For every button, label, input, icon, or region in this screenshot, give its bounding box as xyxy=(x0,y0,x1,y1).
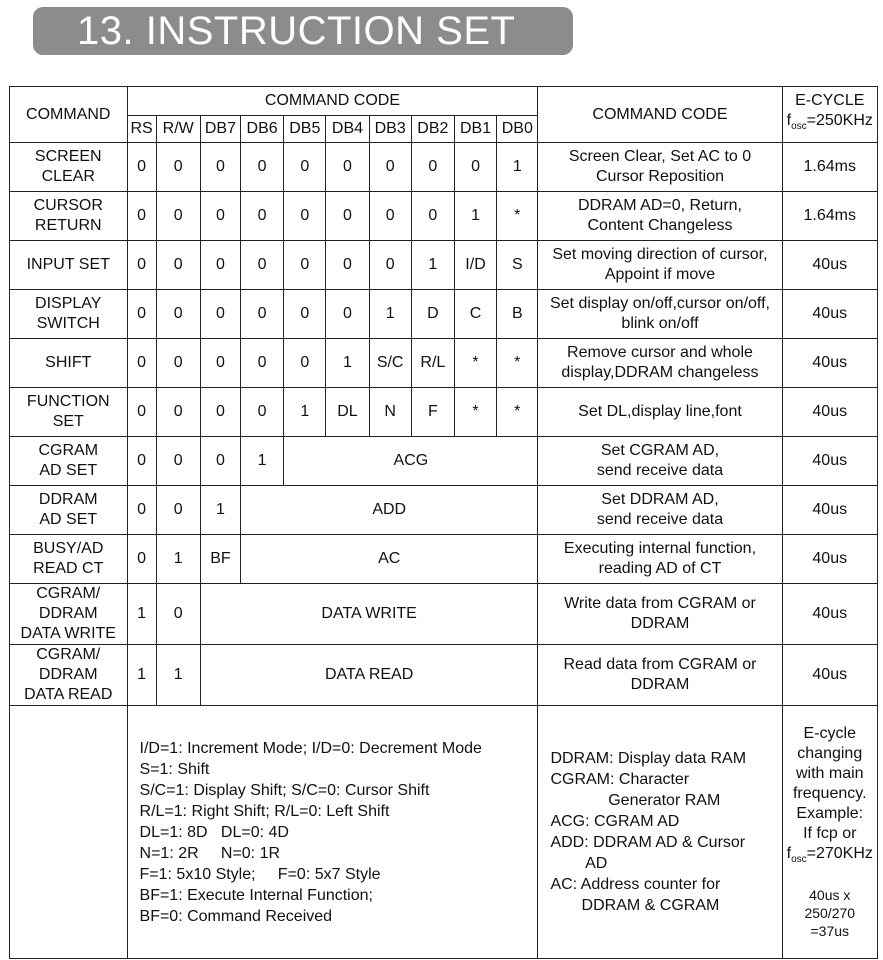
command-name: DDRAM AD SET xyxy=(10,486,128,535)
bit-value: 0 xyxy=(241,339,284,388)
bit-value: * xyxy=(497,339,538,388)
instruction-row xyxy=(10,437,878,486)
execution-time: 40us xyxy=(782,535,877,584)
execution-time: 40us xyxy=(782,290,877,339)
flag-legend-line: F=1: 5x10 Style; F=0: 5x7 Style xyxy=(139,865,381,883)
bit-value: 0 xyxy=(200,437,240,486)
bit-value: 1 xyxy=(411,241,454,290)
bit-value: 0 xyxy=(200,339,240,388)
bit-value: 0 xyxy=(241,290,284,339)
bit-value: 0 xyxy=(284,290,326,339)
bit-value: 1 xyxy=(200,486,240,535)
bit-value: 1 xyxy=(454,192,496,241)
abbreviation-line: Generator RAM xyxy=(550,792,721,809)
abbreviation-line: ADD: DDRAM AD & Cursor xyxy=(550,834,746,851)
bit-value: 0 xyxy=(156,437,200,486)
flag-legend xyxy=(127,706,538,959)
abbreviation-line: DDRAM & CGRAM xyxy=(550,897,720,914)
bit-value: 0 xyxy=(127,290,156,339)
bit-header-rs: RS xyxy=(127,116,156,143)
bit-value: 0 xyxy=(156,339,200,388)
bit-header-rw: R/W xyxy=(156,116,200,143)
bit-value: * xyxy=(497,388,538,437)
bit-value: S/C xyxy=(369,339,411,388)
command-name: CGRAM/ DDRAM DATA READ xyxy=(10,645,128,706)
bit-value: 0 xyxy=(284,192,326,241)
command-description: Screen Clear, Set AC to 0 Cursor Reposition xyxy=(538,143,782,192)
bit-value: 0 xyxy=(326,241,369,290)
bit-value: * xyxy=(454,339,496,388)
bit-value: N xyxy=(369,388,411,437)
abbreviation-line: AC: Address counter for xyxy=(550,876,721,893)
execution-time: 40us xyxy=(782,241,877,290)
command-name: SHIFT xyxy=(10,339,128,388)
command-name: CURSOR RETURN xyxy=(10,192,128,241)
flag-legend-line: DL=1: 8D DL=0: 4D xyxy=(139,823,289,841)
bit-field-span: AC xyxy=(241,535,538,584)
bit-value: 0 xyxy=(454,143,496,192)
bit-value: 0 xyxy=(326,290,369,339)
notes-row xyxy=(10,706,878,959)
bit-value: 1 xyxy=(156,645,200,706)
execution-time: 1.64ms xyxy=(782,143,877,192)
instruction-row xyxy=(10,486,878,535)
bit-value: 0 xyxy=(200,241,240,290)
bit-value: DL xyxy=(326,388,369,437)
bit-header-db3: DB3 xyxy=(369,116,411,143)
bit-value: 0 xyxy=(127,339,156,388)
execution-time: 40us xyxy=(782,388,877,437)
bit-value: 0 xyxy=(241,241,284,290)
command-name: CGRAM/ DDRAM DATA WRITE xyxy=(10,584,128,645)
ecycle-note xyxy=(782,706,877,959)
notes-blank-cell xyxy=(10,706,128,959)
ecycle-note-calc: 40us x 250/270 =37us xyxy=(804,887,856,940)
bit-value: 0 xyxy=(156,388,200,437)
bit-value: 0 xyxy=(156,192,200,241)
execution-time: 40us xyxy=(782,339,877,388)
command-description: Set moving direction of cursor, Appoint if move xyxy=(538,241,782,290)
bit-value: 0 xyxy=(156,241,200,290)
instruction-row xyxy=(10,241,878,290)
instruction-row xyxy=(10,645,878,706)
bit-value: 1 xyxy=(284,388,326,437)
bit-value: 0 xyxy=(127,535,156,584)
bit-field-span: DATA READ xyxy=(200,645,538,706)
command-name: BUSY/AD READ CT xyxy=(10,535,128,584)
flag-legend-line: R/L=1: Right Shift; R/L=0: Left Shift xyxy=(139,802,390,820)
ecycle-note-sub: osc xyxy=(791,854,807,866)
bit-value: 0 xyxy=(156,290,200,339)
command-name: SCREEN CLEAR xyxy=(10,143,128,192)
bit-value: C xyxy=(454,290,496,339)
command-name: FUNCTION SET xyxy=(10,388,128,437)
bit-value: 0 xyxy=(127,143,156,192)
bit-value: S xyxy=(497,241,538,290)
command-description: Set DL,display line,font xyxy=(538,388,782,437)
bit-header-db2: DB2 xyxy=(411,116,454,143)
instruction-row xyxy=(10,290,878,339)
header-command: COMMAND xyxy=(10,87,128,143)
flag-legend-line: BF=0: Command Received xyxy=(139,907,333,925)
abbreviation-legend xyxy=(538,706,782,959)
bit-header-db1: DB1 xyxy=(454,116,496,143)
header-ecycle xyxy=(782,87,877,143)
bit-value: * xyxy=(454,388,496,437)
abbreviation-line: CGRAM: Character xyxy=(550,771,690,788)
bit-value: 0 xyxy=(326,143,369,192)
bit-value: 0 xyxy=(127,486,156,535)
execution-time: 40us xyxy=(782,486,877,535)
bit-value: 0 xyxy=(369,192,411,241)
flag-legend-line: S/C=1: Display Shift; S/C=0: Cursor Shift xyxy=(139,781,430,799)
abbreviation-line: ACG: CGRAM AD xyxy=(550,813,680,830)
command-description: Remove cursor and whole display,DDRAM changeless xyxy=(538,339,782,388)
bit-value: 0 xyxy=(284,241,326,290)
bit-value: 0 xyxy=(200,388,240,437)
bit-header-db5: DB5 xyxy=(284,116,326,143)
flag-legend-line: S=1: Shift xyxy=(139,760,210,778)
bit-value: 0 xyxy=(241,143,284,192)
bit-value: 1 xyxy=(241,437,284,486)
command-description: DDRAM AD=0, Return, Content Changeless xyxy=(538,192,782,241)
bit-header-db7: DB7 xyxy=(200,116,240,143)
command-description: Executing internal function, reading AD of CT xyxy=(538,535,782,584)
bit-value: 0 xyxy=(369,143,411,192)
bit-value: 1 xyxy=(326,339,369,388)
bit-header-db6: DB6 xyxy=(241,116,284,143)
ecycle-note-value: =270KHz xyxy=(806,844,873,862)
bit-value: 1 xyxy=(127,645,156,706)
command-name: INPUT SET xyxy=(10,241,128,290)
bit-value: 0 xyxy=(241,388,284,437)
bit-value: 0 xyxy=(241,192,284,241)
instruction-row xyxy=(10,584,878,645)
instruction-row xyxy=(10,192,878,241)
bit-value: 0 xyxy=(200,290,240,339)
bit-value: 0 xyxy=(127,192,156,241)
command-name: DISPLAY SWITCH xyxy=(10,290,128,339)
command-description: Read data from CGRAM or DDRAM xyxy=(538,645,782,706)
bit-value: 0 xyxy=(127,241,156,290)
flag-legend-line: N=1: 2R N=0: 1R xyxy=(139,844,281,862)
ecycle-sub: osc xyxy=(791,121,807,133)
instruction-row xyxy=(10,388,878,437)
bit-value: 0 xyxy=(326,192,369,241)
ecycle-note-f: f xyxy=(786,844,792,862)
instruction-row xyxy=(10,535,878,584)
bit-value: 0 xyxy=(284,143,326,192)
bit-value: * xyxy=(497,192,538,241)
header-command-code: COMMAND CODE xyxy=(127,87,538,116)
bit-value: 0 xyxy=(369,241,411,290)
bit-value: 0 xyxy=(284,339,326,388)
ecycle-note-text: E-cycle changing with main frequency. Example: If fcp or xyxy=(792,724,867,842)
bit-value: 0 xyxy=(127,388,156,437)
instruction-set-table xyxy=(9,86,878,959)
command-description: Set CGRAM AD, send receive data xyxy=(538,437,782,486)
bit-field-span: DATA WRITE xyxy=(200,584,538,645)
bit-field-span: ADD xyxy=(241,486,538,535)
bit-value: 0 xyxy=(200,143,240,192)
bit-value: 1 xyxy=(497,143,538,192)
execution-time: 1.64ms xyxy=(782,192,877,241)
bit-value: F xyxy=(411,388,454,437)
page-title: 13. INSTRUCTION SET xyxy=(33,7,573,55)
abbreviation-line: DDRAM: Display data RAM xyxy=(550,750,747,767)
bit-value: BF xyxy=(200,535,240,584)
bit-value: B xyxy=(497,290,538,339)
bit-value: I/D xyxy=(454,241,496,290)
flag-legend-line: BF=1: Execute Internal Function; xyxy=(139,886,373,904)
flag-legend-line: I/D=1: Increment Mode; I/D=0: Decrement Mode xyxy=(139,739,482,757)
bit-value: 0 xyxy=(411,143,454,192)
ecycle-f: f xyxy=(786,112,792,130)
bit-value: 1 xyxy=(127,584,156,645)
bit-value: 0 xyxy=(156,584,200,645)
bit-value: 1 xyxy=(156,535,200,584)
bit-field-span: ACG xyxy=(284,437,538,486)
execution-time: 40us xyxy=(782,437,877,486)
command-description: Write data from CGRAM or DDRAM xyxy=(538,584,782,645)
bit-header-db4: DB4 xyxy=(326,116,369,143)
instruction-row xyxy=(10,143,878,192)
command-description: Set display on/off,cursor on/off, blink on/off xyxy=(538,290,782,339)
execution-time: 40us xyxy=(782,584,877,645)
bit-value: 0 xyxy=(156,143,200,192)
bit-value: 0 xyxy=(156,486,200,535)
bit-value: 1 xyxy=(369,290,411,339)
ecycle-value: =250KHz xyxy=(806,112,873,130)
bit-value: 0 xyxy=(127,437,156,486)
bit-header-db0: DB0 xyxy=(497,116,538,143)
ecycle-label: E-CYCLE xyxy=(795,92,865,110)
command-name: CGRAM AD SET xyxy=(10,437,128,486)
bit-value: 0 xyxy=(200,192,240,241)
header-description: COMMAND CODE xyxy=(538,87,782,143)
execution-time: 40us xyxy=(782,645,877,706)
bit-value: R/L xyxy=(411,339,454,388)
instruction-row xyxy=(10,339,878,388)
bit-value: 0 xyxy=(411,192,454,241)
abbreviation-line: AD xyxy=(550,855,608,872)
command-description: Set DDRAM AD, send receive data xyxy=(538,486,782,535)
bit-value: D xyxy=(411,290,454,339)
